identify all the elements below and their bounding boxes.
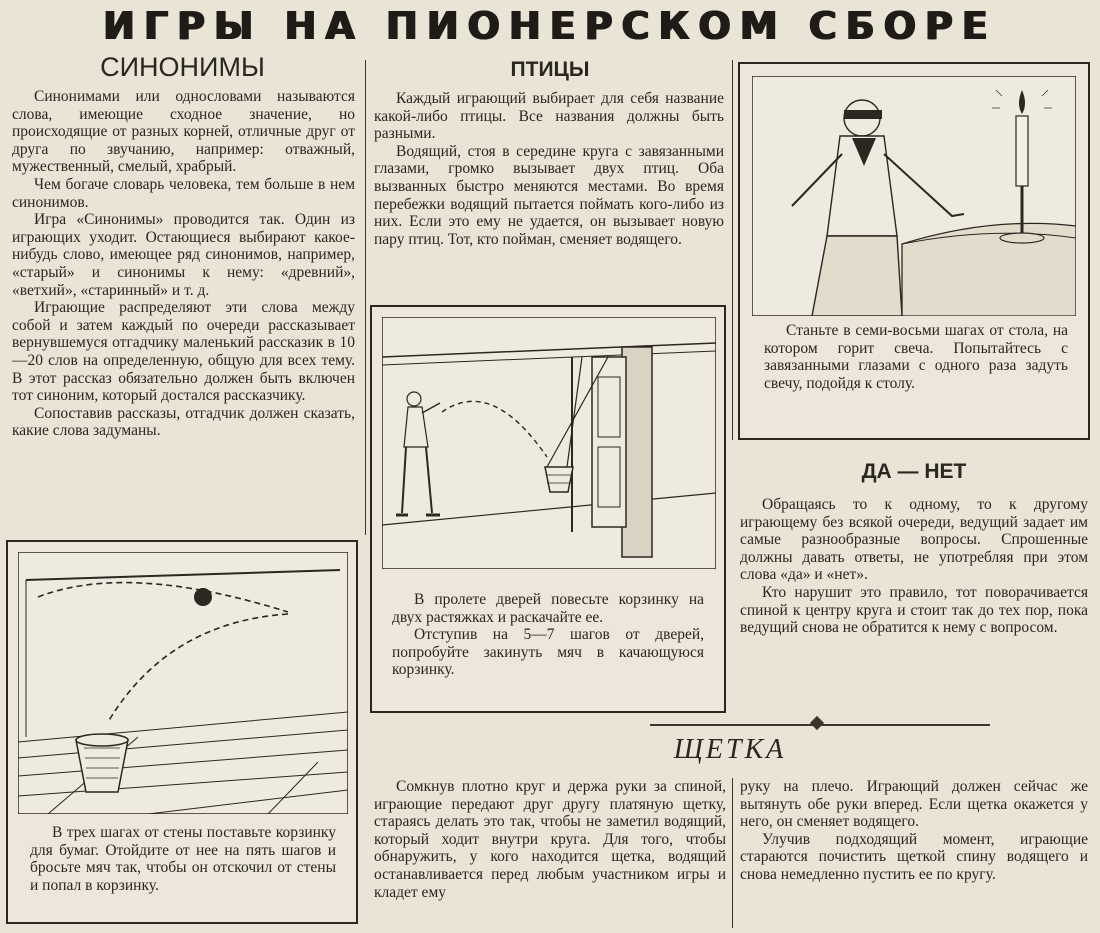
brush-paragraph: руку на плечо. Играющий должен сейчас же вытянуть обе руки вперед. Если щетка окажется у него, он сменяет водящего. — [740, 778, 1088, 831]
brush-paragraph: Улучив подходящий момент, играющие стараются почистить щеткой спину водящего и снова немедленно пустить ее по кругу. — [740, 830, 1088, 883]
synonyms-paragraph: Сопоставив рассказы, отгадчик должен сказать, какие слова задуманы. — [12, 404, 355, 440]
birds-heading: ПТИЦЫ — [510, 58, 590, 81]
yes-no-text — [740, 496, 1088, 637]
door-caption-text: В пролете дверей повесьте корзинку на двух растяжках и раскачайте ее. — [392, 591, 704, 626]
candle-illustration — [752, 76, 1076, 316]
brush-heading: ЩЕТКА — [673, 734, 787, 765]
yes-no-paragraph: Обращаясь то к одному, то к другому играющему без всякой очереди, ведущий задает им самые разнообразные вопросы. Спрошенные должны давать ответы, не употребляя при этом слова «да» и «нет». — [740, 496, 1088, 584]
candle-caption — [764, 322, 1068, 392]
column-divider — [732, 60, 733, 440]
door-caption-text: Отступив на 5—7 шагов от дверей, попробуйте закинуть мяч в качающуюся корзинку. — [392, 626, 704, 679]
column-divider — [365, 60, 366, 535]
page-title: ИГРЫ НА ПИОНЕРСКОМ СБОРЕ — [103, 4, 997, 48]
door-basket-illustration — [382, 317, 716, 569]
birds-text — [374, 90, 724, 248]
basket-caption — [30, 824, 336, 894]
candle-illustration-frame — [738, 62, 1090, 440]
door-caption — [392, 591, 704, 679]
yes-no-paragraph: Кто нарушит это правило, тот поворачивается спиной к центру круга и стоит так до тех пор, пока ведущий снова не обратится к нему с вопросом. — [740, 583, 1088, 637]
brush-paragraph: Сомкнув плотно круг и держа руки за спиной, играющие передают друг другу платяную щетку, стараясь делать это так, чтобы не заметил водящий, который ходит внутри круга. Для того, чтобы обнаружить, у кого находится щетка, водящий останавливается перед любым участником игры и кладет ему — [374, 778, 726, 901]
synonyms-text — [12, 88, 355, 440]
synonyms-heading: СИНОНИМЫ — [100, 52, 265, 82]
synonyms-paragraph: Играющие распределяют эти слова между собой и затем каждый по очереди рассказывает вернувшемуся отгадчику маленький рассказик в 10—20 слов на определенную, общую для всех тему. В этот рассказ обязательно должен быть включен тот синоним, который достался рассказчику. — [12, 299, 355, 405]
synonyms-paragraph: Чем богаче словарь человека, тем больше в нем синонимов. — [12, 175, 355, 211]
birds-paragraph: Каждый играющий выбирает для себя название какой-либо птицы. Все названия должны быть разными. — [374, 90, 724, 143]
brush-text-col1 — [374, 778, 726, 901]
candle-caption-text: Станьте в семи-восьми шагах от стола, на котором горит свеча. Попытайтесь с завязанными глазами с одного раза задуть свечу, подойдя к столу. — [764, 322, 1068, 392]
ornament-diamond — [810, 716, 824, 730]
basket-illustration-frame — [6, 540, 358, 924]
basket-wall-illustration — [18, 552, 348, 814]
basket-caption-text: В трех шагах от стены поставьте корзинку для бумаг. Отойдите от нее на пять шагов и бросьте мяч так, чтобы он отскочил от стены и попал в корзинку. — [30, 824, 336, 894]
door-illustration-frame — [370, 305, 726, 713]
yes-no-heading: ДА — НЕТ — [861, 460, 967, 483]
synonyms-paragraph: Игра «Синонимы» проводится так. Один из играющих уходит. Остающиеся выбирают какое-нибудь слово, имеющее ряд синонимов, например, «старый» и синонимы к нему: «древний», «ветхий», «старинный» и т. д. — [12, 211, 355, 299]
column-divider — [732, 778, 733, 928]
brush-text-col2 — [740, 778, 1088, 884]
synonyms-paragraph: Синонимами или однословами называются слова, имеющие сходное значение, но происходящие от разных корней, отличные друг от друга по звучанию, например: отважный, мужественный, смелый, храбрый. — [12, 88, 355, 176]
birds-paragraph: Водящий, стоя в середине круга с завязанными глазами, громко вызывает двух птиц. Оба вызванных быстро меняются местами. Во время перебежки водящий пытается поймать кого-либо из них. Если это ему не удается, он вызывает новую пару птиц. Тот, кто пойман, сменяет водящего. — [374, 142, 724, 248]
